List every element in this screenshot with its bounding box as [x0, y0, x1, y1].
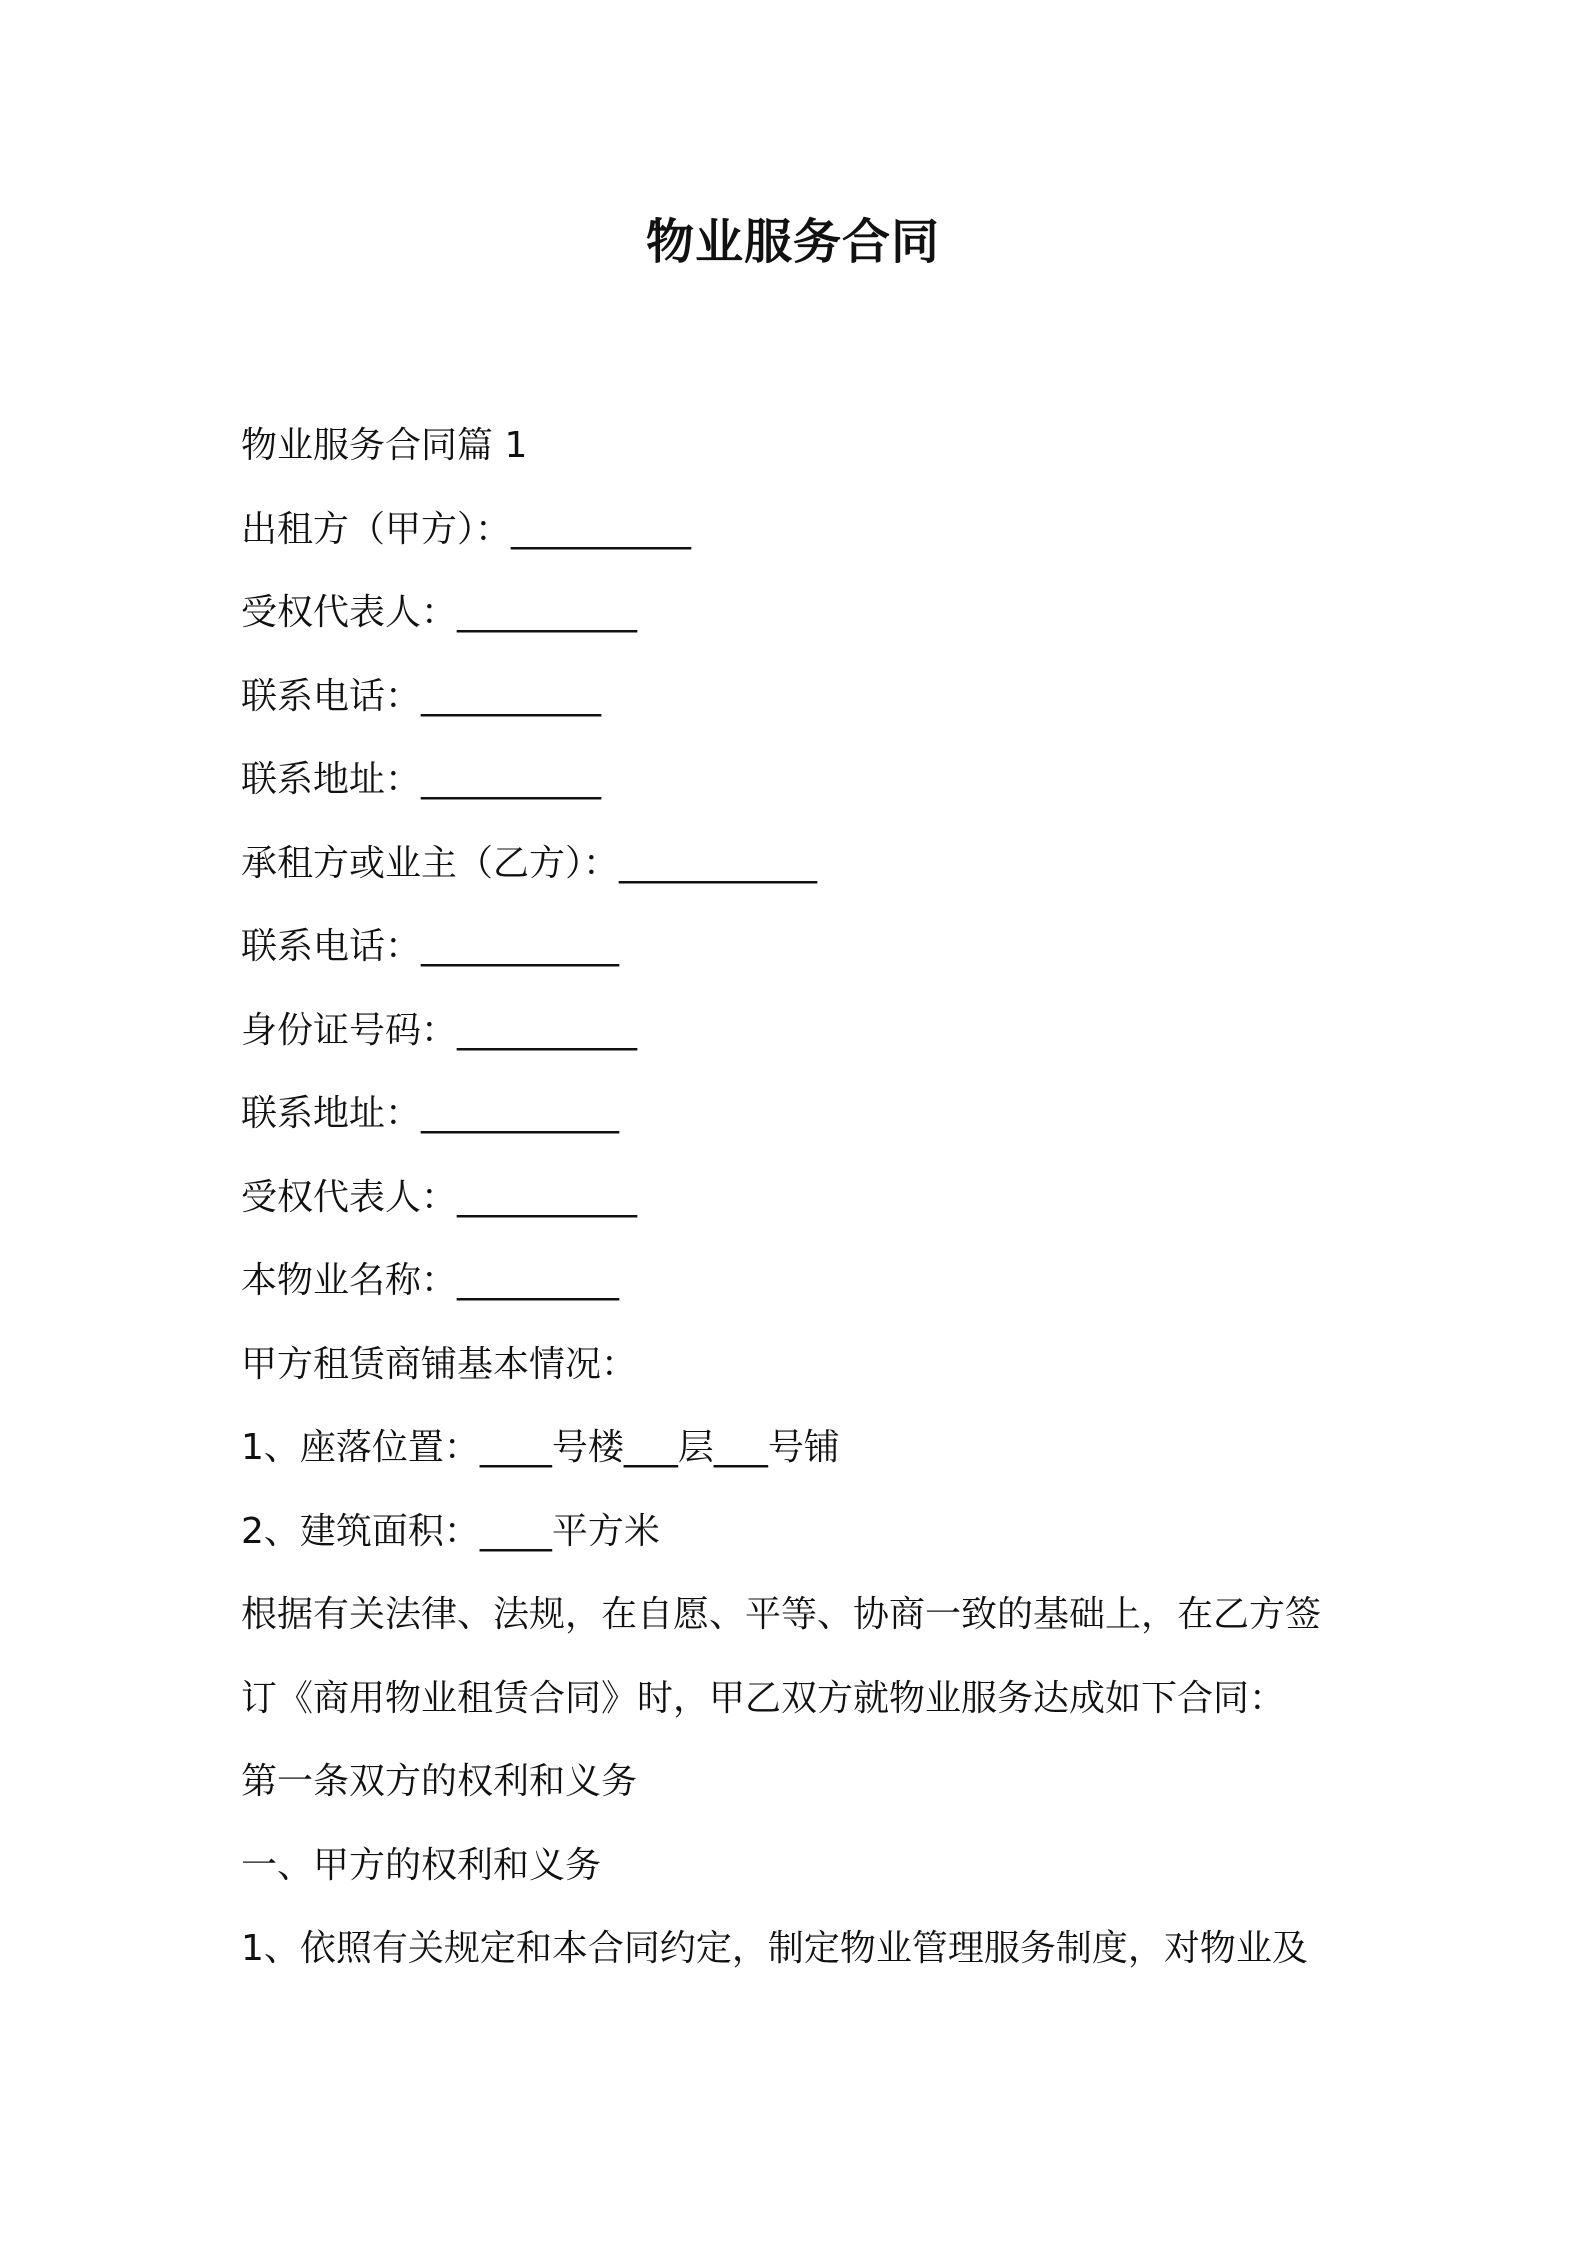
paragraph-line: 1、依照有关规定和本合同约定，制定物业管理服务制度，对物业及 — [241, 1928, 1308, 1969]
subsection-heading: 一、甲方的权利和义务 — [241, 1844, 602, 1886]
lessee-field: 承租方或业主（乙方）：___________ — [241, 842, 818, 884]
paragraph-line: 订《商用物业租赁合同》时，甲乙双方就物业服务达成如下合同： — [241, 1677, 1286, 1719]
paragraph-line: 根据有关法律、法规，在自愿、平等、协商一致的基础上，在乙方签 — [241, 1594, 1322, 1635]
lessee-representative-field: 受权代表人：__________ — [241, 1176, 638, 1218]
property-name-field: 本物业名称：_________ — [241, 1260, 620, 1301]
lessee-id-number-field: 身份证号码：__________ — [241, 1009, 638, 1051]
section-heading: 物业服务合同篇 1 — [241, 425, 528, 466]
shop-info-heading: 甲方租赁商铺基本情况： — [241, 1343, 638, 1385]
lessor-phone-field: 联系电话：__________ — [241, 675, 602, 717]
lessee-address-field: 联系地址：___________ — [241, 1093, 620, 1134]
lessee-phone-field: 联系电话：___________ — [241, 926, 620, 967]
lessor-field: 出租方（甲方）：__________ — [241, 508, 692, 550]
document-body — [241, 404, 1361, 1991]
lessor-address-field: 联系地址：__________ — [241, 759, 602, 800]
lessor-representative-field: 受权代表人：__________ — [241, 592, 638, 633]
shop-area-field: 2、建筑面积：____平方米 — [241, 1510, 660, 1552]
article-heading: 第一条双方的权利和义务 — [241, 1761, 638, 1802]
document-title: 物业服务合同 — [645, 214, 940, 270]
shop-location-field: 1、座落位置：____号楼___层___号铺 — [241, 1427, 840, 1468]
